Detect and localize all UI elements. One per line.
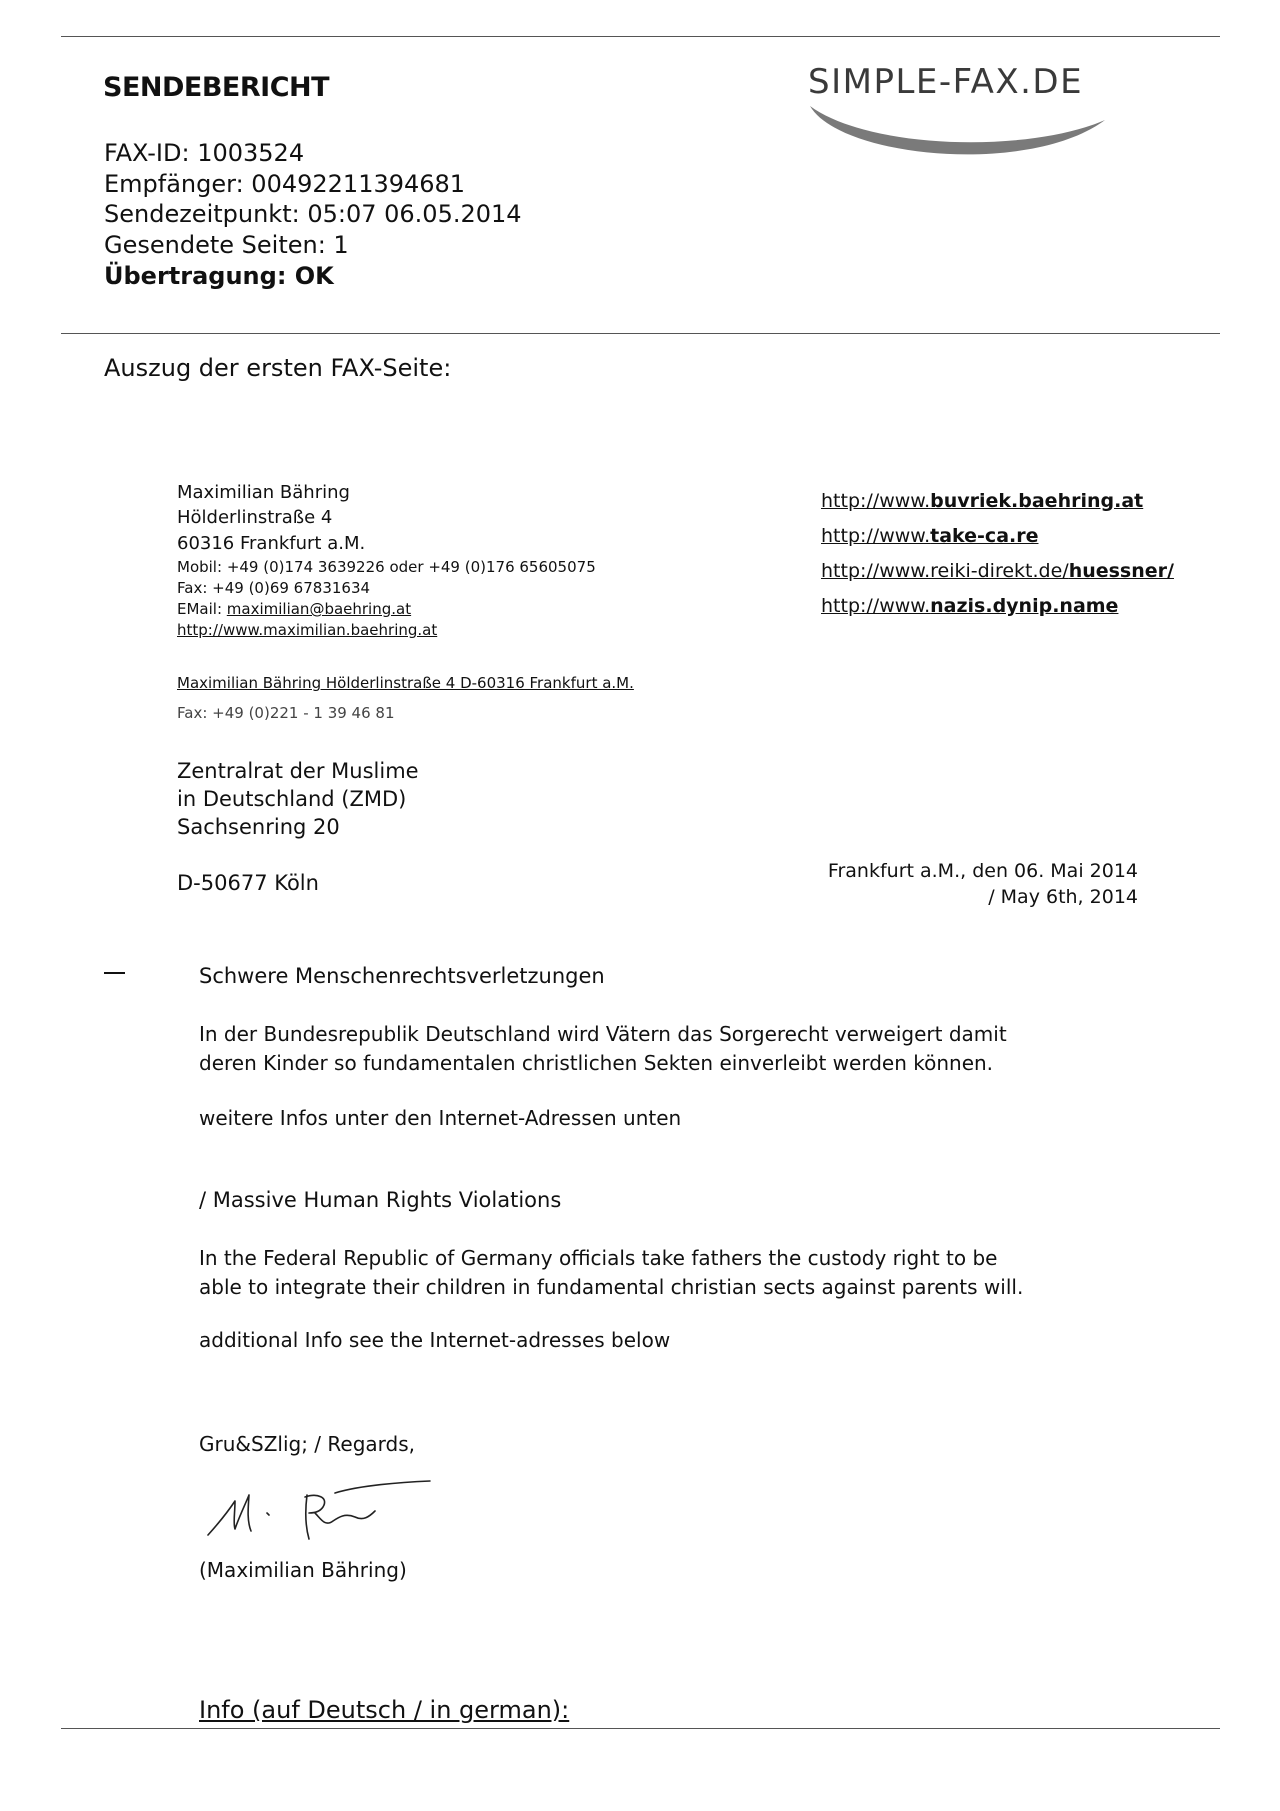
info-heading: Info (auf Deutsch / in german): [199, 1696, 570, 1724]
subject-english: / Massive Human Rights Violations [199, 1188, 562, 1212]
fax-value: +49 (0)69 67831634 [212, 579, 371, 597]
top-rule [61, 36, 1220, 37]
date-line-1: Frankfurt a.M., den 06. Mai 2014 [827, 860, 1138, 882]
sender-website-link[interactable]: http://www.maximilian.baehring.at [177, 621, 438, 639]
sender-street: Hölderlinstraße 4 [177, 507, 333, 528]
link-reiki[interactable] [821, 560, 1174, 582]
excerpt-label: Auszug der ersten FAX-Seite: [104, 354, 452, 382]
header-divider [61, 333, 1220, 334]
more-info-english: additional Info see the Internet-adresses below [199, 1328, 671, 1352]
sender-name: Maximilian Bähring [177, 482, 350, 503]
paragraph-english-line-1: In the Federal Republic of Germany officials take fathers the custody right to be [199, 1246, 998, 1270]
link-nazis-anchor[interactable]: http://www.nazis.dynip.name [821, 595, 1119, 617]
sender-fax [177, 578, 370, 599]
return-address: Maximilian Bähring Hölderlinstraße 4 D-60316 Frankfurt a.M. [177, 674, 634, 692]
recipient-line-1: Zentralrat der Muslime [177, 759, 419, 783]
mobile-value: +49 (0)174 3639226 oder +49 (0)176 65605075 [226, 558, 596, 576]
recipient-city: D-50677 Köln [177, 871, 319, 895]
sender-city: 60316 Frankfurt a.M. [177, 533, 366, 554]
email-label: EMail: [177, 600, 222, 618]
sender-email [177, 599, 411, 620]
fax-label: Fax: [177, 579, 208, 597]
link-buvriek[interactable] [821, 490, 1143, 512]
subject-german: Schwere Menschenrechtsverletzungen [199, 964, 605, 988]
bottom-rule [61, 1728, 1220, 1729]
greeting: Gru&SZlig; / Regards, [199, 1432, 415, 1456]
recipient-line-2: in Deutschland (ZMD) [177, 787, 407, 811]
send-time: Sendezeitpunkt: 05:07 06.05.2014 [104, 200, 522, 228]
report-title: SENDEBERICHT [103, 72, 330, 103]
fold-mark [104, 972, 125, 974]
fax-id: FAX-ID: 1003524 [104, 139, 305, 167]
recipient-fax: Fax: +49 (0)221 - 1 39 46 81 [177, 704, 395, 722]
mobile-label: Mobil: [177, 558, 223, 576]
link-nazis[interactable] [821, 595, 1118, 617]
link-reiki-anchor[interactable]: http://www.reiki-direkt.de/huessner/ [821, 560, 1174, 582]
transmission-status: Übertragung: OK [104, 262, 334, 290]
link-buvriek-anchor[interactable]: http://www.buvriek.baehring.at [821, 490, 1144, 512]
recipient-number: Empfänger: 00492211394681 [104, 170, 466, 198]
pages-sent: Gesendete Seiten: 1 [104, 231, 349, 259]
date-line-2: / May 6th, 2014 [988, 886, 1138, 908]
signature-image [205, 1473, 435, 1543]
more-info-german: weitere Infos unter den Internet-Adressen unten [199, 1106, 682, 1130]
paragraph-german-line-1: In der Bundesrepublik Deutschland wird Vätern das Sorgerecht verweigert damit [199, 1022, 1007, 1046]
link-take-care[interactable] [821, 525, 1038, 547]
paragraph-german-line-2: deren Kinder so fundamentalen christlichen Sekten einverleibt werden können. [199, 1051, 994, 1075]
simple-fax-logo [800, 58, 1200, 158]
logo-text: SIMPLE-FAX.DE [808, 62, 1084, 102]
recipient-line-3: Sachsenring 20 [177, 815, 340, 839]
logo-swoosh-icon [810, 106, 1105, 154]
link-take-care-anchor[interactable]: http://www.take-ca.re [821, 525, 1039, 547]
paragraph-english-line-2: able to integrate their children in fundamental christian sects against parents will. [199, 1275, 1024, 1299]
signature-name: (Maximilian Bähring) [199, 1558, 407, 1582]
email-link[interactable]: maximilian@baehring.at [226, 600, 412, 618]
sender-mobile [177, 557, 596, 578]
